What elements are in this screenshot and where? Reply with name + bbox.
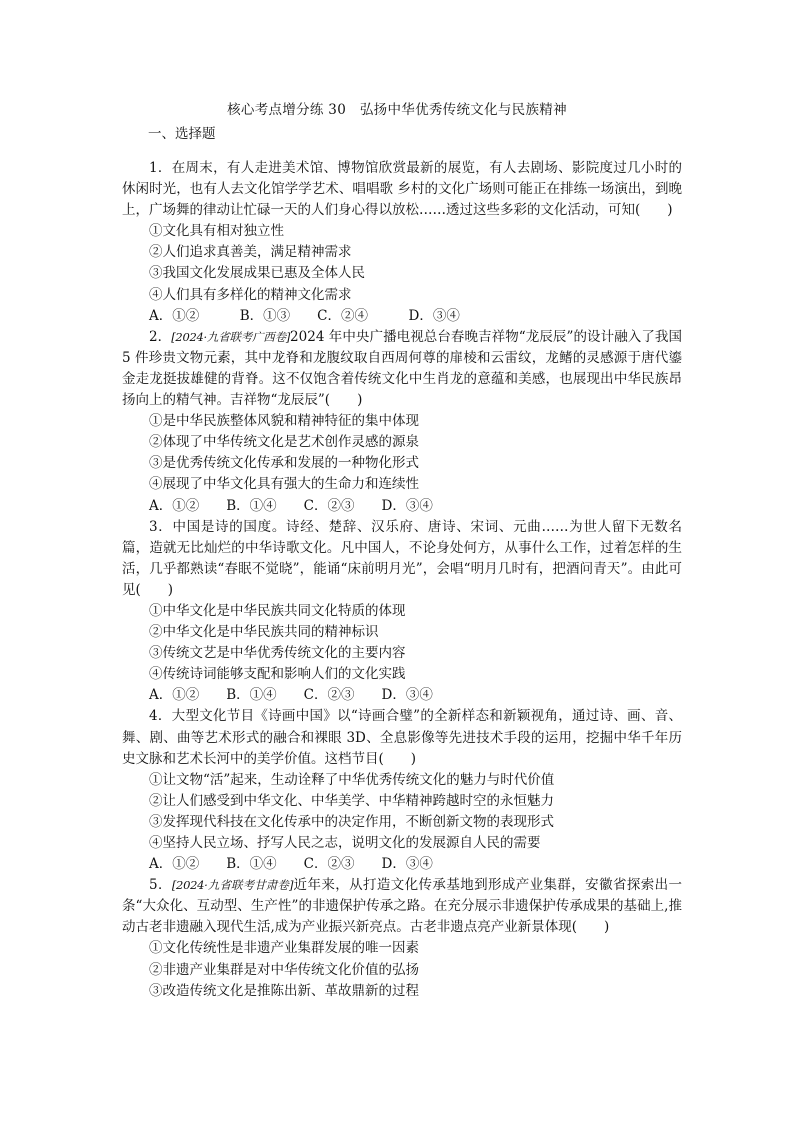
question-5-text: 近年来，从打造文化传承基地到形成产业集群，安徽省探索出一条“大众化、互动型、生产性”的非遗保护传承之路。在充分展示非遗保护传承成果的基础上,推动古老非遗融入现代生活,成为产业振兴新亮点。古老非遗点亮产业新景体现( ): [122, 877, 683, 936]
question-4-option-3: ③发挥现代科技在文化传承中的决定作用，不断创新文物的表现形式: [149, 813, 554, 830]
section-heading: 一、选择题: [148, 126, 216, 142]
question-2-option-2: ②体现了中华传统文化是艺术创作灵感的源泉: [149, 434, 419, 451]
question-2-option-4: ④展现了中华文化具有强大的生命力和连续性: [149, 476, 419, 493]
question-3-option-2: ②中华文化是中华民族共同的精神标识: [149, 624, 379, 641]
question-2-stem: [122, 327, 682, 411]
question-list: [122, 158, 682, 1002]
question-1-option-2: ②人们追求真善美，满足精神需求: [149, 244, 352, 261]
question-3-option-4: ④传统诗词能够支配和影响人们的文化实践: [149, 666, 406, 683]
question-3-stem: 3．中国是诗的国度。诗经、楚辞、汉乐府、唐诗、宋词、元曲……为世人留下无数名篇，造就无比灿烂的中华诗歌文化。凡中国人，不论身处何方，从事什么工作，过着怎样的生活，几乎都熟读“春眠不觉晓”，能诵“床前明月光”，会唱“明月几时有，把酒问青天”。由此可见( ): [122, 518, 682, 598]
question-3-answers: A．①② B．①④ C．②③ D．③④: [149, 687, 433, 704]
question-5-option-2: ②非遗产业集群是对中华传统文化价值的弘扬: [149, 961, 419, 978]
question-2-option-1: ①是中华民族整体风貌和精神特征的集中体现: [149, 413, 419, 430]
question-4-option-2: ②让人们感受到中华文化、中华美学、中华精神跨越时空的永恒魅力: [149, 792, 554, 809]
question-2-answers: A．①② B．①④ C．②③ D．③④: [149, 497, 433, 514]
question-5-stem: [122, 875, 682, 938]
question-2-text: 2024 年中央广播电视总台春晚吉祥物“龙辰辰”的设计融入了我国 5 件珍贵文物元素，其中龙脊和龙腹纹取自西周何尊的扉棱和云雷纹，龙鳍的灵感源于唐代鎏金走龙挺拔雄健的背脊。这不仅饱含着传统文化中生肖龙的意蕴和美感，也展现出中华民族昂扬向上的精气神。吉祥物“龙辰辰”( ): [122, 328, 683, 409]
question-4-option-1: ①让文物“活”起来，生动诠释了中华优秀传统文化的魅力与时代价值: [149, 771, 555, 788]
question-1-answers: A．①② B．①③ C．②④ D．③④: [149, 307, 460, 324]
question-4-stem: 4．大型文化节目《诗画中国》以“诗画合璧”的全新样态和新颖视角，通过诗、画、音、舞、剧、曲等艺术形式的融合和裸眼 3D、全息影像等先进技术手段的运用，挖掘中华千年历史文脉和艺术长河中的美学价值。这档节目( ): [122, 708, 682, 767]
question-1-option-3: ③我国文化发展成果已惠及全体人民: [149, 265, 365, 282]
question-3-option-3: ③传统文艺是中华优秀传统文化的主要内容: [149, 645, 406, 662]
question-2-option-3: ③是优秀传统文化传承和发展的一种物化形式: [149, 455, 419, 472]
page-title: 核心考点增分练 30 弘扬中华优秀传统文化与民族精神: [227, 102, 567, 118]
question-5-number: 5．: [149, 877, 172, 894]
question-4-option-4: ④坚持人民立场、抒写人民之志，说明文化的发展源自人民的需要: [149, 835, 541, 851]
question-1-option-1: ①文化具有相对独立性: [149, 223, 284, 240]
question-4-answers: A．①② B．①④ C．②③ D．③④: [149, 856, 433, 873]
question-1-stem: 1．在周末，有人走进美术馆、博物馆欣赏最新的展览，有人去剧场、影院度过几小时的休闲时光，也有人去文化馆学学艺术、唱唱歌 乡村的文化广场则可能正在排练一场演出，到晚上，广场舞的律动让忙碌一天的人们身心得以放松……透过这些多彩的文化活动，可知( ): [122, 160, 682, 219]
question-2-source: [2024·九省联考广西卷]: [171, 329, 291, 344]
question-1-option-4: ④人们具有多样化的精神文化需求: [149, 286, 352, 303]
question-5-option-3: ③改造传统文化是推陈出新、革故鼎新的过程: [149, 982, 419, 999]
question-2-number: 2．: [149, 328, 172, 345]
question-5-option-1: ①文化传统性是非遗产业集群发展的唯一因素: [149, 940, 419, 957]
question-5-source: [2024·九省联考甘肃卷]: [171, 878, 294, 893]
question-3-option-1: ①中华文化是中华民族共同文化特质的体现: [149, 602, 406, 619]
